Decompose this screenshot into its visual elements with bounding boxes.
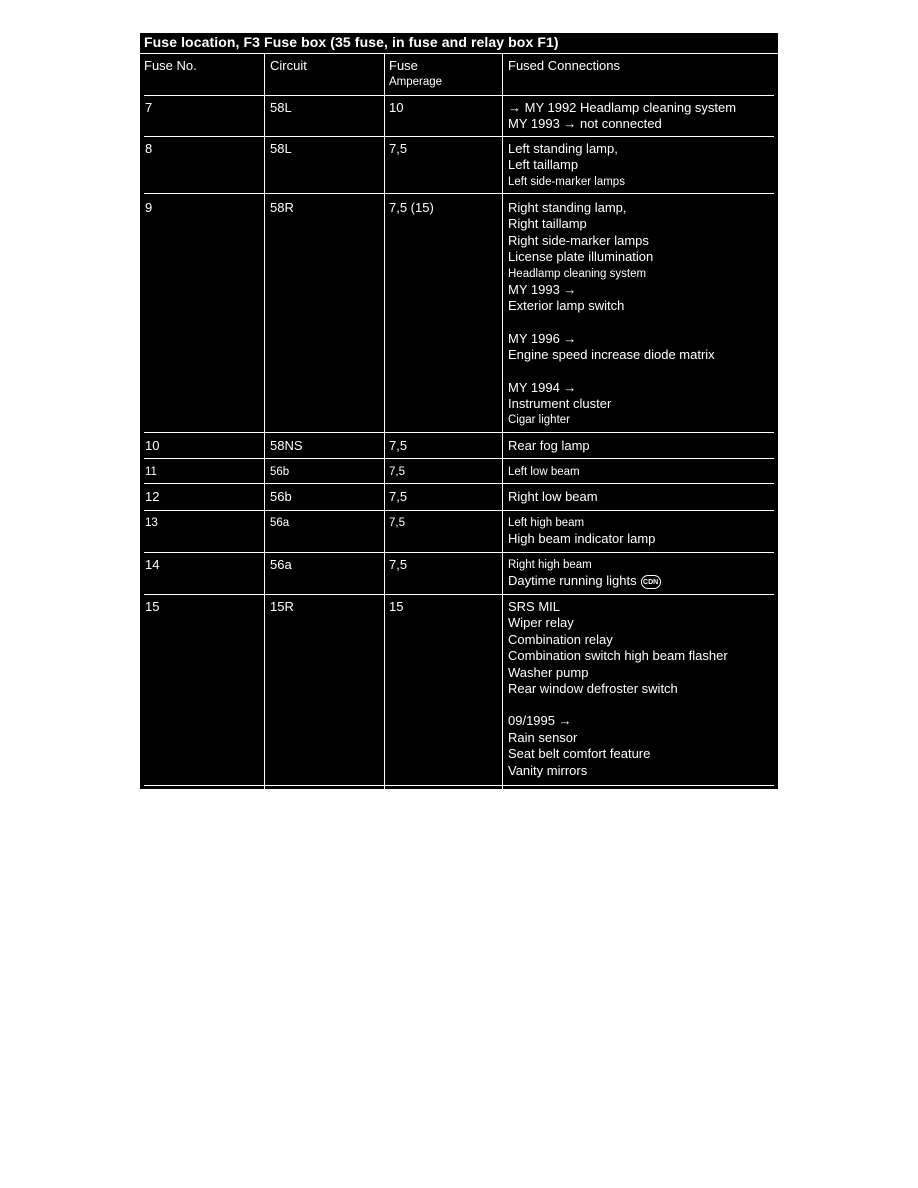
connection-line: Right standing lamp, — [508, 200, 627, 215]
connection-line: → MY 1992 Headlamp cleaning system — [508, 100, 737, 115]
row-amperage: 7,5 — [389, 489, 408, 504]
connection-line: Right side-marker lamps — [508, 232, 649, 248]
row-circuit: 15R — [270, 599, 294, 614]
connection-line: MY 1994 → — [508, 379, 577, 395]
connection-line: Rear window defroster switch — [508, 681, 678, 697]
connection-line: Rear fog lamp — [508, 438, 590, 453]
table-title: Fuse location, F3 Fuse box (35 fuse, in fuse and relay box F1) — [144, 34, 559, 50]
column-divider — [384, 53, 385, 789]
column-divider — [264, 53, 265, 789]
row-fuse-no: 7 — [145, 100, 153, 115]
row-divider — [144, 458, 774, 459]
row-fuse-no: 15 — [145, 599, 160, 614]
connection-line: Left side-marker lamps — [508, 175, 625, 188]
row-fuse-no: 14 — [145, 557, 160, 572]
row-connections — [508, 489, 598, 505]
connection-line: Left taillamp — [508, 157, 579, 173]
row-connections — [508, 599, 728, 779]
row-divider — [144, 552, 774, 553]
connection-line: Engine speed increase diode matrix — [508, 347, 715, 363]
row-circuit: 56b — [270, 489, 292, 504]
row-circuit: 56b — [270, 466, 290, 478]
row-fuse-no: 9 — [145, 200, 153, 215]
row-circuit: 58L — [270, 100, 292, 115]
connection-line: Vanity mirrors — [508, 762, 588, 778]
row-divider — [144, 594, 774, 595]
header-circuit: Circuit — [270, 58, 307, 73]
fuse-table — [140, 33, 778, 789]
row-divider — [144, 510, 774, 511]
connection-line: Rain sensor — [508, 729, 578, 745]
header-amperage-line: Amperage — [389, 76, 443, 88]
row-amperage: 7,5 (15) — [389, 200, 434, 215]
row-circuit: 58L — [270, 141, 292, 156]
row-amperage: 7,5 — [389, 438, 408, 453]
row-divider — [144, 136, 774, 137]
connection-line: Seat belt comfort feature — [508, 746, 651, 762]
row-fuse-no: 8 — [145, 141, 153, 156]
row-divider — [144, 785, 774, 786]
connection-line: High beam indicator lamp — [508, 531, 656, 547]
row-connections — [508, 515, 655, 548]
connection-line: Instrument cluster — [508, 396, 612, 412]
row-circuit: 56a — [270, 557, 292, 572]
connection-line: License plate illumination — [508, 249, 654, 265]
row-divider — [144, 193, 774, 194]
row-amperage: 7,5 — [389, 557, 408, 572]
row-connections — [508, 141, 625, 190]
row-connections — [508, 200, 715, 429]
row-circuit: 58R — [270, 200, 294, 215]
connection-line: Left standing lamp, — [508, 141, 618, 156]
row-fuse-no: 12 — [145, 489, 160, 504]
row-divider — [144, 432, 774, 433]
connection-line: MY 1993 → not connected — [508, 116, 662, 132]
connection-line: Washer pump — [508, 664, 589, 680]
row-amperage: 7,5 — [389, 466, 405, 478]
connection-line: Combination switch high beam flasher — [508, 648, 728, 664]
connection-line: Wiper relay — [508, 615, 574, 631]
connection-line: Headlamp cleaning system — [508, 267, 647, 280]
row-fuse-no: 11 — [145, 466, 157, 478]
row-connections — [508, 100, 736, 133]
row-amperage: 7,5 — [389, 517, 405, 529]
row-divider — [144, 483, 774, 484]
row-connections — [508, 438, 590, 454]
connection-line-with-badge — [508, 573, 661, 589]
connection-line: Right low beam — [508, 489, 598, 504]
connection-line: Combination relay — [508, 631, 613, 647]
row-circuit: 56a — [270, 517, 290, 529]
header-fuse-no: Fuse No. — [144, 58, 197, 73]
row-connections — [508, 557, 661, 590]
connection-line: Right high beam — [508, 559, 592, 571]
row-fuse-no: 10 — [145, 438, 160, 453]
row-amperage: 7,5 — [389, 141, 408, 156]
header-fuse-line: Fuse — [389, 58, 418, 73]
row-divider — [144, 95, 774, 96]
connection-line: Left low beam — [508, 466, 580, 478]
connection-line: SRS MIL — [508, 599, 561, 614]
connection-line: 09/1995 → — [508, 713, 572, 729]
connection-line: MY 1996 → — [508, 330, 577, 346]
header-fused-connections: Fused Connections — [508, 58, 621, 73]
connection-line: MY 1993 → — [508, 282, 577, 298]
column-divider — [502, 53, 503, 789]
connection-line: Cigar lighter — [508, 414, 570, 427]
connection-line: Right taillamp — [508, 216, 587, 232]
connection-text: Daytime running lights — [508, 573, 637, 589]
title-divider — [140, 53, 778, 54]
connection-line: Exterior lamp switch — [508, 298, 625, 314]
row-amperage: 15 — [389, 599, 404, 614]
cdn-badge-icon: CDN — [641, 575, 661, 589]
row-amperage: 10 — [389, 100, 404, 115]
header-fuse-amperage — [389, 58, 442, 90]
row-connections — [508, 464, 580, 480]
row-circuit: 58NS — [270, 438, 303, 453]
row-fuse-no: 13 — [145, 517, 158, 529]
connection-line: Left high beam — [508, 517, 585, 529]
